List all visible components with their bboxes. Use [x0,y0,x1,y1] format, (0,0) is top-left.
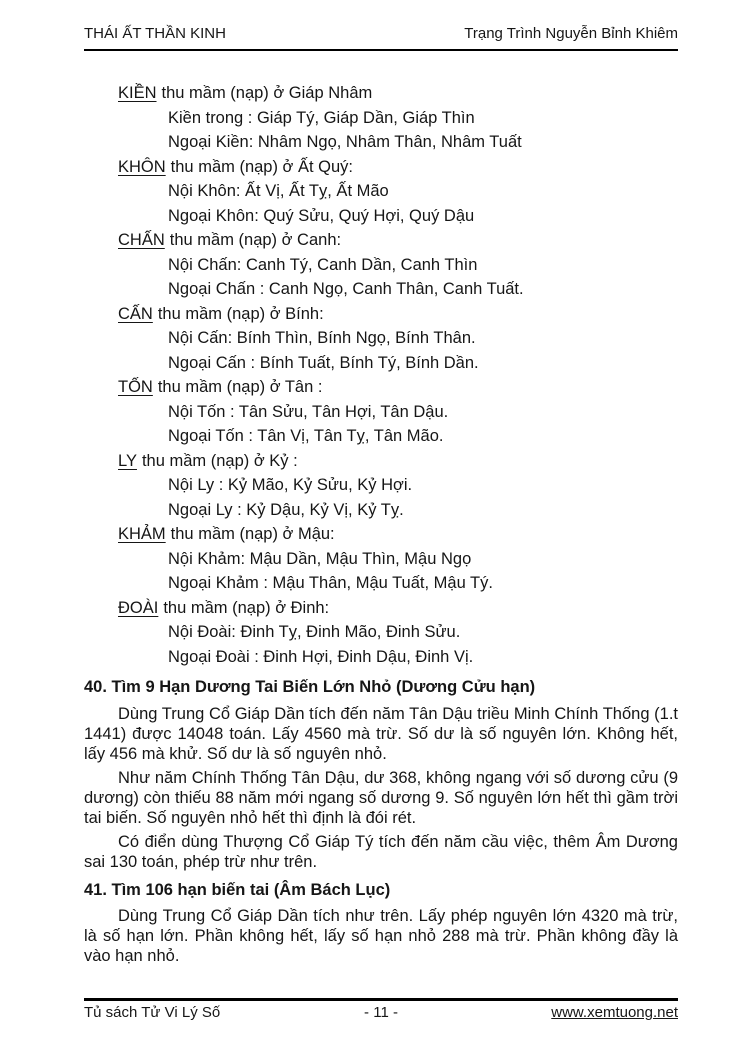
page-body [84,81,678,970]
trigram-outer-line: Ngoại Khôn: Quý Sửu, Quý Hợi, Quý Dậu [168,206,475,225]
trigram-outer-line: Ngoại Ly : Kỷ Dậu, Kỷ Vị, Kỷ Tỵ. [168,500,404,519]
trigram-inner-line: Nội Ly : Kỷ Mão, Kỷ Sửu, Kỷ Hợi. [168,476,413,494]
trigram-group-doai [84,596,678,670]
page-header [84,25,678,51]
trigram-name: KHÔN [118,157,166,176]
paragraph: Dùng Trung Cổ Giáp Dần tích như trên. Lấy phép nguyên lớn 4320 mà trừ, là số hạn lớn. Phần không hết, lấy số hạn nhỏ 288 mà trừ. Phần không đầy là vào hạn nhỏ. [84,907,678,965]
trigram-name: KIỀN [118,84,157,102]
paragraph: Có điển dùng Thượng Cổ Giáp Tý tích đến năm cầu việc, thêm Âm Dương sai 130 toán, phép trừ như trên. [84,832,678,871]
trigram-group-kham [84,522,678,596]
trigram-heading [118,302,678,327]
trigram-outer-line: Ngoại Cấn : Bính Tuất, Bính Tý, Bính Dần. [168,353,479,372]
paragraph: Như năm Chính Thống Tân Dậu, dư 368, không ngang với số dương cửu (9 dương) còn thiếu 88 năm mới ngang số dương 9. Số nguyên lớn hết thì gầm trời tai biến. Số nguyên nhỏ hết thì định là đói rét. [84,768,678,827]
trigram-intro: thu mầm (nạp) ở Bính: [157,304,324,323]
trigram-intro: thu mầm (nạp) ở Mậu: [170,525,335,543]
trigram-group-khon [84,155,678,229]
trigram-group-chan [84,228,678,302]
section-heading-40: 40. Tìm 9 Hạn Dương Tai Biến Lớn Nhỏ (Dương Cửu hạn) [84,678,536,696]
trigram-heading [118,522,678,547]
trigram-intro: thu mầm (nạp) ở Tân : [157,378,323,396]
trigram-intro: thu mầm (nạp) ở Đinh: [163,598,330,617]
trigram-inner-line: Nội Tốn : Tân Sửu, Tân Hợi, Tân Dậu. [168,402,449,421]
trigram-inner-line: Kiền trong : Giáp Tý, Giáp Dần, Giáp Thìn [168,108,475,127]
trigram-heading [118,155,678,180]
trigram-inner-line: Nội Khôn: Ất Vị, Ất Tỵ, Ất Mão [168,182,389,200]
paragraph: Dùng Trung Cổ Giáp Dần tích đến năm Tân Dậu triều Minh Chính Thống (1.t 1441) được 14048 toán. Lấy 4560 mà trừ. Số dư là số nguyên lớn. Không hết, lấy 456 mà khử. Số dư là số nguyên nhỏ. [84,704,678,763]
trigram-heading [118,375,678,400]
trigram-group-ton [84,375,678,449]
trigram-intro: thu mầm (nạp) ở Kỷ : [141,451,298,470]
trigram-outer-line: Ngoại Đoài : Đinh Hợi, Đinh Dậu, Đinh Vị. [168,647,474,666]
trigram-intro: thu mầm (nạp) ở Giáp Nhâm [161,84,373,102]
trigram-heading [118,81,678,106]
trigram-outer-line: Ngoại Chấn : Canh Ngọ, Canh Thân, Canh Tuất. [168,280,524,298]
footer-series-title: Tủ sách Tử Vi Lý Số [84,1004,221,1021]
trigram-inner-line: Nội Cấn: Bính Thìn, Bính Ngọ, Bính Thân. [168,329,476,347]
trigram-group-can [84,302,678,376]
trigram-group-kien [84,81,678,155]
trigram-name: KHẢM [118,525,166,543]
trigram-outer-line: Ngoại Tốn : Tân Vị, Tân Tỵ, Tân Mão. [168,427,444,445]
trigram-outer-line: Ngoại Khảm : Mậu Thân, Mậu Tuất, Mậu Tý. [168,574,493,592]
trigram-intro: thu mầm (nạp) ở Ất Quý: [170,157,353,176]
footer-page-number: - 11 - [364,1004,398,1021]
trigram-name: LY [118,451,137,470]
trigram-name: TỐN [118,378,153,396]
trigram-name: CẤN [118,304,153,323]
header-book-title: THÁI ẤT THẦN KINH [84,25,226,42]
trigram-inner-line: Nội Đoài: Đinh Tỵ, Đinh Mão, Đinh Sửu. [168,623,461,641]
trigram-inner-line: Nội Chấn: Canh Tý, Canh Dần, Canh Thìn [168,255,478,274]
trigram-name: CHẤN [118,231,165,249]
section-heading-41: 41. Tìm 106 hạn biến tai (Âm Bách Lục) [84,880,391,899]
trigram-name: ĐOÀI [118,598,159,617]
trigram-heading [118,449,678,474]
trigram-group-ly [84,449,678,523]
trigram-heading [118,596,678,621]
page-footer [84,998,678,1021]
trigram-intro: thu mầm (nạp) ở Canh: [169,231,342,249]
trigram-inner-line: Nội Khảm: Mậu Dần, Mậu Thìn, Mậu Ngọ [168,549,472,568]
trigram-heading [118,228,678,253]
footer-website-link[interactable]: www.xemtuong.net [551,1004,678,1021]
header-author: Trạng Trình Nguyễn Bỉnh Khiêm [464,25,678,42]
trigram-outer-line: Ngoại Kiền: Nhâm Ngọ, Nhâm Thân, Nhâm Tuất [168,133,522,151]
